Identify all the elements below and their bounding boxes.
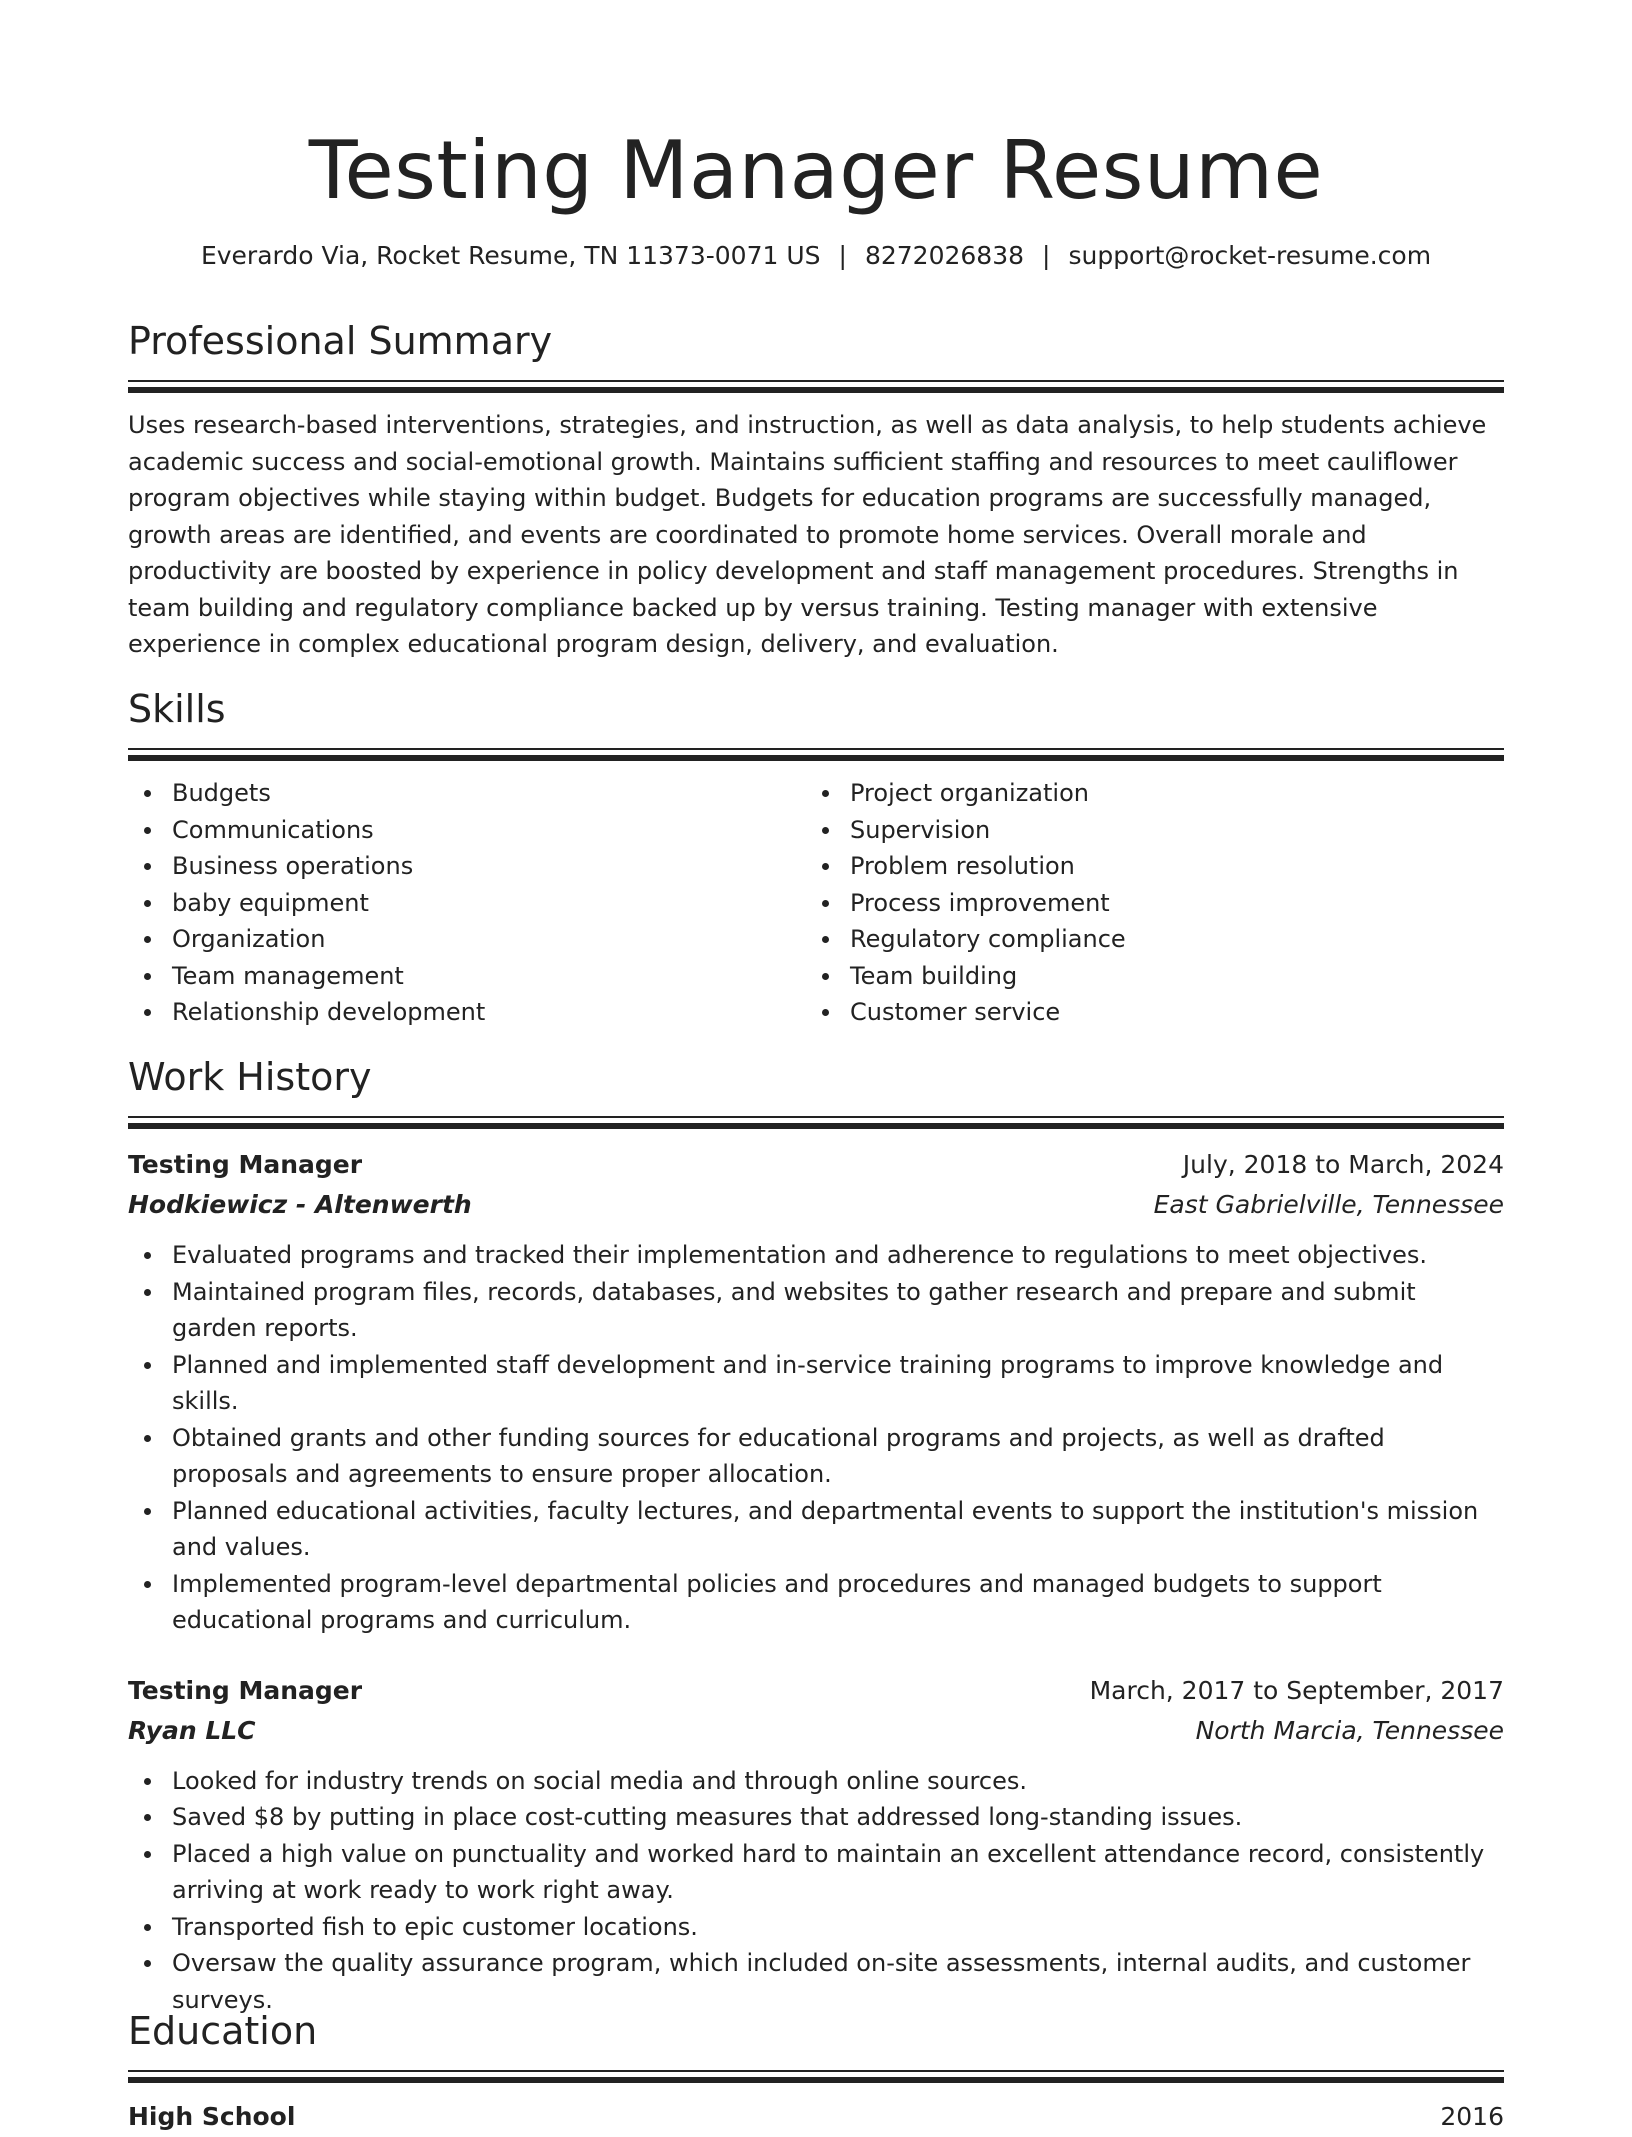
work-history-section (128, 1052, 1504, 2018)
section-divider (128, 380, 1504, 393)
contact-address: Everardo Via, Rocket Resume, TN 11373-0071 US (200, 241, 821, 270)
skills-section (128, 684, 1504, 1031)
contact-line (128, 238, 1504, 274)
job-company: Ryan LLC (128, 1715, 256, 1745)
section-divider (128, 1116, 1504, 1129)
skill-item: Team management (128, 958, 806, 995)
job-location: North Marcia, Tennessee (1195, 1715, 1504, 1745)
job-entry (128, 1671, 1504, 2019)
contact-separator: | (1042, 241, 1051, 270)
section-divider (128, 2070, 1504, 2083)
job-header-row (128, 1671, 1504, 1711)
job-bullet: Maintained program files, records, databases, and websites to gather research and prepare and submit garden reports. (128, 1274, 1504, 1347)
job-bullets (128, 1237, 1504, 1639)
job-bullet: Obtained grants and other funding sources for educational programs and projects, as well as drafted proposals and agreements to ensure proper allocation. (128, 1420, 1504, 1493)
job-bullet: Saved $8 by putting in place cost-cutting measures that addressed long-standing issues. (128, 1799, 1504, 1836)
section-divider (128, 748, 1504, 761)
skill-item: Problem resolution (806, 848, 1484, 885)
job-bullet: Looked for industry trends on social media and through online sources. (128, 1763, 1504, 1800)
job-bullets (128, 1763, 1504, 2019)
skills-list-left (128, 775, 806, 1031)
summary-heading: Professional Summary (128, 319, 553, 363)
skill-item: Team building (806, 958, 1484, 995)
job-dates: March, 2017 to September, 2017 (1089, 1675, 1504, 1705)
skills-list-right (806, 775, 1484, 1031)
job-dates: July, 2018 to March, 2024 (1182, 1150, 1504, 1179)
skills-heading: Skills (128, 687, 226, 731)
education-row (128, 2097, 1504, 2137)
work-history-heading: Work History (128, 1055, 372, 1099)
job-bullet: Placed a high value on punctuality and worked hard to maintain an excellent attendance record, consistently arriving at work ready to work right away. (128, 1836, 1504, 1909)
page-title: Testing Manager Resume (308, 124, 1324, 217)
contact-separator: | (838, 241, 847, 270)
job-title: Testing Manager (128, 1150, 363, 1179)
job-bullet: Implemented program-level departmental policies and procedures and managed budgets to support educational programs and curriculum. (128, 1566, 1504, 1639)
job-header-row (128, 1145, 1504, 1185)
skill-item: Organization (128, 921, 806, 958)
job-bullet: Transported fish to epic customer locations. (128, 1909, 1504, 1946)
skills-columns (128, 775, 1504, 1031)
job-bullet: Planned educational activities, faculty lectures, and departmental events to support the institution's mission and values. (128, 1493, 1504, 1566)
skill-item: Communications (128, 812, 806, 849)
skill-item: Regulatory compliance (806, 921, 1484, 958)
job-bullet: Planned and implemented staff development and in-service training programs to improve knowledge and skills. (128, 1347, 1504, 1420)
education-heading: Education (128, 2009, 318, 2053)
job-company-row (128, 1711, 1504, 1751)
skill-item: Business operations (128, 848, 806, 885)
skill-item: Customer service (806, 994, 1484, 1031)
job-location: East Gabrielville, Tennessee (1153, 1190, 1504, 1219)
skill-item: Relationship development (128, 994, 806, 1031)
education-year: 2016 (1440, 2102, 1504, 2131)
education-section (128, 2006, 1504, 2137)
contact-email: support@rocket-resume.com (1068, 241, 1432, 270)
job-entry (128, 1145, 1504, 1639)
job-company-row (128, 1185, 1504, 1225)
job-title: Testing Manager (128, 1675, 363, 1705)
summary-section (128, 316, 1504, 663)
skill-item: Budgets (128, 775, 806, 812)
education-degree: High School (128, 2102, 296, 2131)
job-company: Hodkiewicz - Altenwerth (128, 1190, 472, 1219)
skill-item: Process improvement (806, 885, 1484, 922)
summary-text: Uses research-based interventions, strategies, and instruction, as well as data analysis, to help students achieve academic success and social-emotional growth. Maintains sufficient staffing and resources to meet cauliflower program objectives while staying within budget. Budgets for education programs are successfully managed, growth areas are identified, and events are coordinated to promote home services. Overall morale and productivity are boosted by experience in policy development and staff management procedures. Strengths in team building and regulatory compliance backed up by versus training. Testing manager with extensive experience in complex educational program design, delivery, and evaluation. (128, 411, 1487, 658)
job-bullet: Evaluated programs and tracked their implementation and adherence to regulations to meet objectives. (128, 1237, 1504, 1274)
contact-phone: 8272026838 (864, 241, 1025, 270)
skill-item: baby equipment (128, 885, 806, 922)
skill-item: Project organization (806, 775, 1484, 812)
skill-item: Supervision (806, 812, 1484, 849)
job-bullet: Oversaw the quality assurance program, which included on-site assessments, internal audits, and customer surveys. (128, 1945, 1504, 2018)
